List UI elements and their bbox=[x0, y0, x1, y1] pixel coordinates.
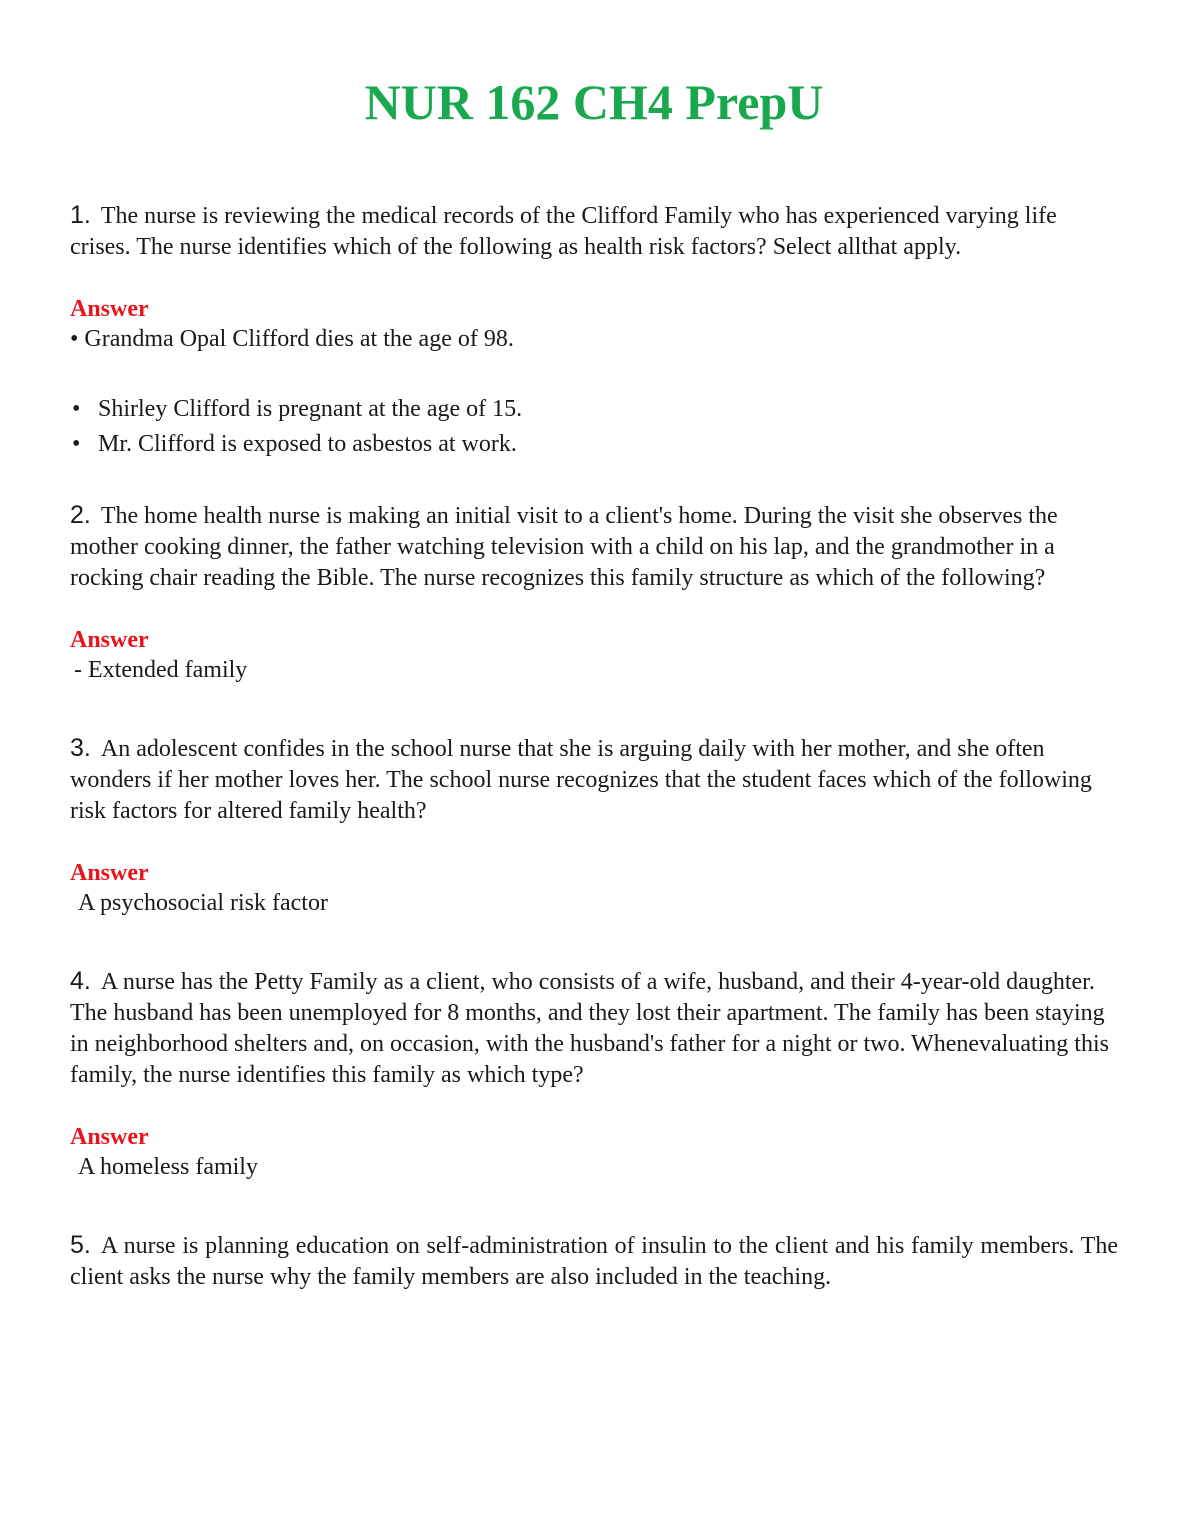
list-item: • Mr. Clifford is exposed to asbestos at work. bbox=[70, 427, 1118, 462]
answer-label: Answer bbox=[70, 860, 149, 886]
question-body: A nurse is planning education on self-administration of insulin to the client and his family members. The client asks the nurse why the family members are also included in the teaching. bbox=[70, 1233, 1118, 1290]
bullet-icon: • bbox=[72, 396, 81, 422]
question-text bbox=[70, 966, 1118, 1091]
page-title: NUR 162 CH4 PrepU bbox=[364, 74, 824, 130]
answer-bullet-list bbox=[70, 392, 1118, 462]
question-body: An adolescent confides in the school nurse that she is arguing daily with her mother, and she often wonders if her mother loves her. The school nurse recognizes that the student faces which of the following risk factors for altered family health? bbox=[70, 736, 1092, 824]
question-block-5 bbox=[70, 1230, 1118, 1293]
answer-label: Answer bbox=[70, 627, 149, 653]
answer-text: • Grandma Opal Clifford dies at the age of 98. bbox=[70, 326, 514, 352]
answer-text: A homeless family bbox=[78, 1154, 258, 1180]
question-number: 4. bbox=[70, 967, 91, 995]
question-block-3 bbox=[70, 733, 1118, 827]
question-text bbox=[70, 1230, 1118, 1293]
list-item: • Shirley Clifford is pregnant at the age of 15. bbox=[70, 392, 1118, 427]
answer-text: - Extended family bbox=[74, 657, 248, 683]
question-number: 5. bbox=[70, 1231, 91, 1259]
answer-block-1 bbox=[70, 294, 1118, 462]
question-block-1 bbox=[70, 200, 1118, 263]
question-text bbox=[70, 733, 1118, 827]
question-number: 1. bbox=[70, 201, 91, 229]
question-text bbox=[70, 500, 1118, 594]
question-block-4 bbox=[70, 966, 1118, 1091]
answer-label: Answer bbox=[70, 1124, 149, 1150]
question-text bbox=[70, 200, 1118, 263]
question-body: A nurse has the Petty Family as a client, who consists of a wife, husband, and their 4-year-old daughter. The husband has been unemployed for 8 months, and they lost their apartment. The family has been staying in neighborhood shelters and, on occasion, with the husband's father for a night or two. Whenevaluating this family, the nurse identifies this family as which type? bbox=[70, 969, 1109, 1088]
question-number: 2. bbox=[70, 501, 91, 529]
answer-text: A psychosocial risk factor bbox=[78, 890, 328, 916]
question-body: The home health nurse is making an initial visit to a client's home. During the visit she observes the mother cooking dinner, the father watching television with a child on his lap, and the grandmother in a rocking chair reading the Bible. The nurse recognizes this family structure as which of the following? bbox=[70, 503, 1058, 591]
answer-block-4 bbox=[70, 1122, 1118, 1182]
answer-block-3 bbox=[70, 858, 1118, 918]
bullet-icon: • bbox=[72, 431, 81, 457]
answer-label: Answer bbox=[70, 296, 149, 322]
question-block-2 bbox=[70, 500, 1118, 594]
question-body: The nurse is reviewing the medical records of the Clifford Family who has experienced varying life crises. The nurse identifies which of the following as health risk factors? Select allthat apply. bbox=[70, 203, 1057, 260]
answer-block-2 bbox=[70, 625, 1118, 685]
question-number: 3. bbox=[70, 734, 91, 762]
